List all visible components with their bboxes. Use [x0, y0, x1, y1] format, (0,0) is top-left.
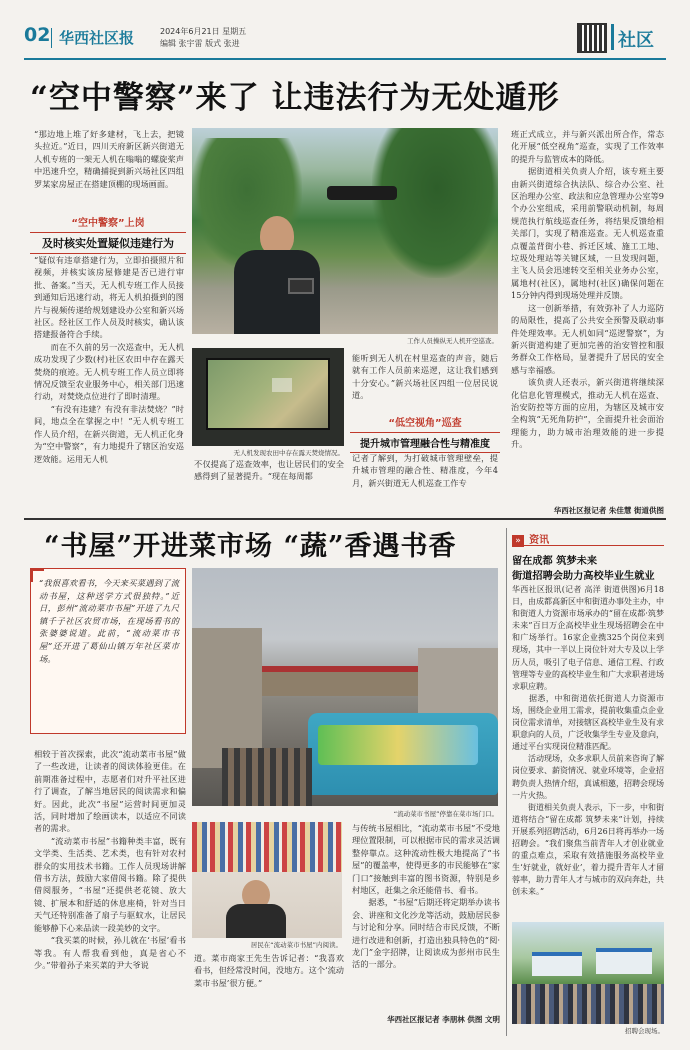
sidebar-divider [506, 528, 507, 1036]
section-divider [24, 518, 666, 520]
article1-headline: “空中警察”来了 让违法行为无处遁形 [30, 80, 560, 116]
building-shape [192, 628, 262, 768]
article1-col1-top: “那边地上堆了好多建材，飞上去，把镜头拉近。”近日，四川天府新区新兴街道无人机专班的一架无人机在嗡嗡的螺旋桨声中迅速升空，精确捕捉到新兴场社区四组罗某家房屋正在搭建顶棚的现场画面。 [34, 129, 184, 189]
article2-col2-bottom: 道。菜市商家王先生告诉记者：“我喜欢看书，但经常没时间，没地方。这个‘流动菜市书屋’很方便。” [194, 953, 344, 988]
qr-code-icon [577, 23, 607, 53]
drone-operator-photo [192, 128, 498, 334]
reader-figure [226, 904, 286, 938]
drone-icon [327, 186, 397, 200]
article2-col1: 相较于首次探索，此次“流动菜市书屋”做了一些改进，让读者的阅读体验更佳。在前期准备过程中，志愿者们对升平社区进行了调查，了解当地居民的阅读需求和偏好。因此，此次“书屋”运营时间更加灵活，同时增加了绘画读本，以适应不同读者的需求。 “流动菜市书屋”书籍种类丰富，既有文学类、生活类、艺术类，也有针对农村群众的实用技术书籍。工作人员现场讲解借书方法，鼓励大家借阅书籍。除了提供借阅服务，“书屋”还提供老花镜、放大镜、扩展本和舒适的休息座椅，针对当日天气还特别准备了扇子与驱蚊水，让居民能够静下心来品读一段美妙的文字。 “我买菜的时候，孙儿就在‘书屋’看书等我。有人帮我看到他，真是省心不少。”带着孙子来买菜的尹大爷说 [34, 749, 186, 970]
sidebar-body: 华西社区报讯(记者 高洋 街道供图)6月18日，由成都高新区中和街道办事处主办，中和街道人力资源市场承办的“留在成都·筑梦未来”百日万企高校毕业生现场招聘会在中和广场举行。16家企业携325个岗位来到现场，其中一半以上岗位针对大专及以上学历人员，吸引了电子信息、通信工程、行政管理等专业的高校毕业生和广大求职者进场求职应聘。 据悉，中和街道依托街道人力资源市场，围绕企业用工需求，提前收集重点企业岗位需求清单，对接辖区高校毕业生及有求职意向的人员，广泛收集学生专业及意向，通过平台实现岗位精准匹配。 活动现场，众多求职人员前来咨询了解岗位要求、薪资情况、就业环境等，企业招聘负责人热情介绍，真诚相邀，招聘会现场一片火热。 街道相关负责人表示，下一步，中和街道将结合“留在成都 筑梦未来”计划，持续开展系列招聘活动，6月26日将再举办一场招聘会。“我们聚焦当前青年人才创业就业的重点难点，采取有效措施服务高校毕业生‘好就业，就好业’，着力提升青年人才留蓉率，助力青年人才与城市的双向奔赴，共创未来。” [512, 585, 664, 897]
article1-subhead2: “低空视角”巡查 提升城市管理融合性与精准度 [350, 414, 500, 453]
tree-shape [372, 128, 498, 278]
article1-col3-bottom: 记者了解到，为打破城市管理壁垒，提升城市管理的融合性、精准度，今年4月，新兴街道无人机巡查工作专 [352, 453, 498, 488]
article2-byline: 华西社区报记者 李朋林 供图 文明 [387, 1015, 500, 1024]
article1-col1-body: “疑似有违章搭建行为，立即拍摄照片和视频，并核实该房屋修建是否已进行审批、备案。”当天，无人机专班工作人员接到通知后迅速行动，将无人机拍摄到的图片与视频传递给规划建设办公室和新兴场社区。经社区工作人员及时核实，确认该搭建报备符合手续。 而在不久前的另一次巡查中，无人机成功发现了少数(村)社区农田中存在露天焚烧的痕迹。无人机专班工作人员立即将情况反馈至农业服务中心，相关部门迅速行动，对焚烧点位进行了即时清理。 “有没有违建？有没有非法焚烧？”时间，地点全在掌握之中！”无人机专班工作人员介绍，在新兴街道，无人机正化身为“空中警察”，有力地提升了辖区治安巡逻效能。运用无人机 [34, 255, 184, 464]
bookshelf-shape [192, 822, 342, 872]
reading-interior-photo [192, 822, 342, 938]
article2-col3: 与传统书屋相比，“流动菜市书屋”不受地理位置限制，可以根据市民的需求灵活调整停靠点。这种流动性极大地提高了“书屋”的覆盖率，使得更多的市民能够在“家门口”接触到丰富的图书资源，特别是乡村地区，赶集之余还能借书、看书。 据悉，“书屋”后期还将定期举办读书会、讲座和文化沙龙等活动，鼓励居民参与讨论和分享。同时结合市民反馈，不断进行改进和创新，打造出独具特色的“阅·龙门”金字招牌，让阅读成为彭州市民生活的一部分。 [352, 823, 500, 970]
photo1-caption: 工作人员操纵无人机开空巡查。 [407, 337, 498, 345]
photo2-caption: 无人机发现农田中存在露天焚烧情况。 [233, 449, 344, 457]
crowd-shape [512, 984, 664, 1024]
article1-subhead1: “空中警察”上岗 及时核实处置疑似违建行为 [30, 214, 186, 254]
article1-col3-top: 能听到无人机在村里巡查的声音，随后就有工作人员前来巡逻，这让我们感到十分安心。”新兴场社区四组一位居民说道。 [352, 353, 498, 401]
sidebar-title1: 留在成都 筑梦未来 [512, 556, 598, 567]
quote-text: “我很喜欢看书，今天来买菜遇到了流动书屋，这种送学方式很独特。”近日，彭州“流动菜市书屋”开进了九尺镇千子社区农贸市场，在现场看书的张婆婆说道。此前，“流动菜市书屋”还开进了葛仙山镇万年社区菜市场。 [39, 578, 179, 664]
sidebar-tag-label: 资讯 [529, 535, 550, 546]
news-tag-icon: » [512, 535, 524, 547]
editors-line: 编辑 张宇雷 版式 张进 [160, 39, 240, 48]
market-bus-photo [192, 568, 498, 806]
tent-shape [596, 948, 652, 974]
sidebar-title2: 街道招聘会助力高校毕业生就业 [512, 571, 655, 582]
drone-screen-photo [192, 348, 344, 446]
sidebar-tag [512, 528, 664, 546]
page-number: 02 [24, 24, 51, 46]
quote-box [30, 568, 186, 734]
crowd-shape [222, 748, 312, 806]
section-label: 社区 [618, 30, 654, 51]
page-header [24, 22, 666, 56]
gate-arch [262, 666, 422, 696]
bus-shape [308, 713, 498, 795]
photo4-caption: 居民在“流动菜市书屋”内阅读。 [250, 941, 342, 949]
article2-headline: “书屋”开进菜市场 “蔬”香遇书香 [44, 531, 457, 562]
article1-col2-bottom: 不仅提高了巡查效率，也让居民们的安全感得到了显著提升。“现在每周都 [194, 459, 344, 482]
paper-title: 华西社区报 [59, 29, 135, 47]
article1-col4: 班正式成立，并与新兴派出所合作，常态化开展“低空视角”巡查，实现了工作效率的提升与监管成本的降低。 据街道相关负责人介绍，该专班主要由新兴街道综合执法队、综合办公室、社区治理办公室、政法和应急管理办公室等9个办公室组成，采用前警联动机制，每周规范执行航线巡查任务，将结果反馈给相关部门，实现了精准巡查。无人机巡查重点覆盖背街小巷、拆迁区域、施工工地、垃圾处理站等关键区域，一旦发现问题，主飞人员会迅速转交至相关业务办公室，属地村(社区)，属地村(社区)确保问题在15分钟内得到现场处理并反馈。 这一创新举措，有效弥补了人力巡防的局限性，提高了公共安全预警及联动事件处理效率。无人机如同“巡逻警察”，为新兴街道构建了更加完善的治安管控和服务群众工作格局，显著提升了居民的安全感与幸福感。 该负责人还表示，新兴街道将继续深化信息化管理模式，推动无人机在巡查、治安防控等方面的应用，为辖区及城市安全构筑“无死角防护”，全面提升社会面治理能力，助力城市治理效能的进一步提升。 [511, 129, 664, 450]
sidebar-photo-caption: 招聘会现场。 [625, 1027, 664, 1035]
tent-shape [532, 952, 582, 976]
article1-byline: 华西社区报记者 朱佳慧 街道供图 [553, 506, 664, 515]
header-rule [24, 58, 666, 60]
photo3-caption: “流动菜市书屋”停靠在菜市场门口。 [393, 810, 498, 818]
job-fair-photo [512, 922, 664, 1024]
date-line: 2024年6月21日 星期五 [160, 27, 247, 36]
